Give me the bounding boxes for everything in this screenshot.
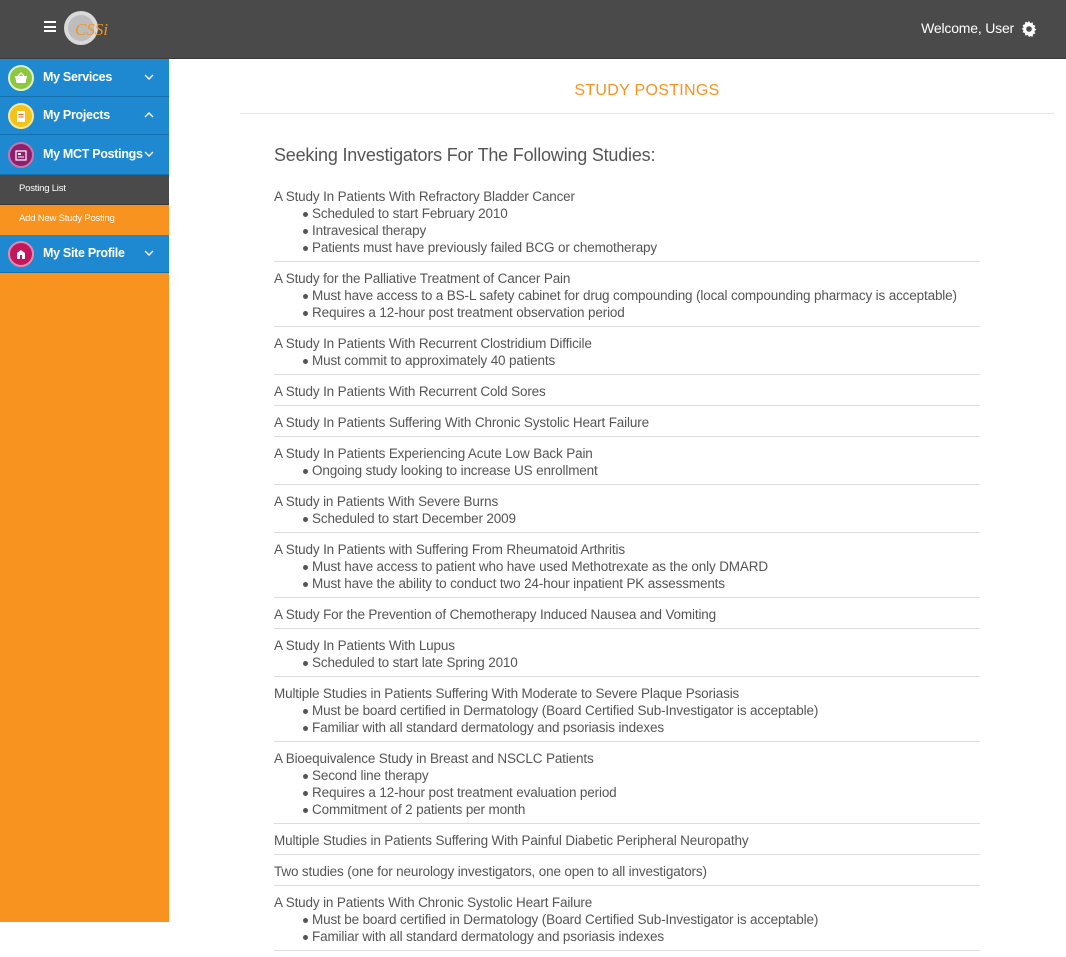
study-requirement-text: Patients must have previously failed BCG or chemotherapy [312,240,658,255]
study-requirement-text: Scheduled to start late Spring 2010 [312,655,518,670]
sidebar-subitem-label: Add New Study Posting [19,213,115,224]
study-requirement [274,654,980,671]
study-requirement-text: Must commit to approximately 40 patients [312,353,556,368]
title-divider [240,113,1054,114]
sidebar [0,59,169,922]
study-title: A Study In Patients With Lupus [274,638,455,653]
study-requirement [274,222,980,239]
study-item [274,604,980,629]
study-requirement [274,462,980,479]
study-requirement-text: Second line therapy [312,768,429,783]
chevron-down-icon [144,249,154,257]
study-requirement [274,205,980,222]
study-requirement-text: Familiar with all standard dermatology and psoriasis indexes [312,720,664,735]
study-requirement-text: Must be board certified in Dermatology (Board Certified Sub-Investigator is acceptable) [312,703,819,718]
study-requirements-list [274,462,980,479]
study-title: A Study In Patients Experiencing Acute Low Back Pain [274,446,593,461]
sidebar-subitem-posting-list[interactable] [0,175,169,205]
study-item [274,491,980,533]
study-item [274,381,980,406]
gear-icon[interactable] [1021,21,1037,37]
study-title: A Study In Patients With Refractory Bladder Cancer [274,189,575,204]
study-requirements-list [274,510,980,527]
study-requirement-text: Intravesical therapy [312,223,427,238]
chevron-down-icon [144,73,154,81]
document-icon [8,103,34,129]
study-item [274,186,980,262]
study-requirements-list [274,767,980,818]
study-requirements-list [274,205,980,256]
sidebar-item-my-site-profile[interactable] [0,235,169,273]
study-requirements-list [274,352,980,369]
sidebar-item-label: My Site Profile [43,246,125,260]
study-title: Multiple Studies in Patients Suffering With Moderate to Severe Plaque Psoriasis [274,686,740,701]
study-requirement [274,575,980,592]
study-title: A Study In Patients With Recurrent Cold Sores [274,384,546,399]
study-requirement [274,702,980,719]
study-item [274,268,980,327]
study-requirement-text: Familiar with all standard dermatology and psoriasis indexes [312,929,664,944]
study-item [274,683,980,742]
study-requirement-text: Must have the ability to conduct two 24-hour inpatient PK assessments [312,576,725,591]
section-heading: Seeking Investigators For The Following Studies: [274,145,656,165]
building-icon [8,241,34,267]
page-title: STUDY POSTINGS [574,82,720,99]
study-requirement-text: Scheduled to start December 2009 [312,511,516,526]
basket-icon [8,65,34,91]
cssi-logo[interactable] [63,10,117,46]
study-item [274,412,980,437]
study-requirement [274,352,980,369]
study-requirement-text: Must have access to patient who have used Methotrexate as the only DMARD [312,559,768,574]
sidebar-item-label: My MCT Postings [43,147,143,161]
sidebar-item-my-services[interactable] [0,59,169,97]
study-title: Two studies (one for neurology investigators, one open to all investigators) [274,864,707,879]
study-item [274,861,980,886]
study-requirements-list [274,702,980,736]
study-requirement-text: Commitment of 2 patients per month [312,802,526,817]
study-requirement-text: Must be board certified in Dermatology (Board Certified Sub-Investigator is acceptable) [312,912,819,927]
study-item [274,539,980,598]
study-item [274,333,980,375]
study-requirement-text: Must have access to a BS-L safety cabinet for drug compounding (local compounding pharmacy is acceptable) [312,288,957,303]
study-title: A Study in Patients With Chronic Systolic Heart Failure [274,895,593,910]
study-title: A Bioequivalence Study in Breast and NSCLC Patients [274,751,594,766]
top-bar [0,0,1066,59]
sidebar-item-my-mct-postings[interactable] [0,135,169,175]
study-title: Multiple Studies in Patients Suffering With Painful Diabetic Peripheral Neuropathy [274,833,749,848]
study-title: A Study in Patients With Severe Burns [274,494,499,509]
study-requirement [274,911,980,928]
study-title: A Study For the Prevention of Chemotherapy Induced Nausea and Vomiting [274,607,717,622]
study-item [274,635,980,677]
study-title: A Study In Patients With Recurrent Clostridium Difficile [274,336,592,351]
study-requirement [274,287,980,304]
sidebar-subitem-add-new-study-posting[interactable] [0,205,169,235]
study-title: A Study In Patients Suffering With Chronic Systolic Heart Failure [274,415,649,430]
study-requirements-list [274,911,980,945]
study-requirement-text: Ongoing study looking to increase US enrollment [312,463,598,478]
logo-text: CSSi [75,20,109,39]
study-requirement-text: Requires a 12-hour post treatment observation period [312,305,625,320]
hamburger-menu-icon[interactable] [44,21,56,32]
study-requirement [274,928,980,945]
chevron-up-icon [144,111,154,119]
study-requirement [274,239,980,256]
study-requirements-list [274,287,980,321]
study-requirement [274,767,980,784]
sidebar-item-my-projects[interactable] [0,97,169,135]
study-item [274,830,980,855]
sidebar-item-label: My Services [43,70,112,84]
welcome-text: Welcome, User [921,20,1014,36]
study-requirement [274,719,980,736]
study-requirements-list [274,558,980,592]
chevron-down-icon [144,150,154,158]
study-requirement [274,801,980,818]
sidebar-item-label: My Projects [43,108,110,122]
postings-icon [8,142,34,168]
study-requirement [274,510,980,527]
sidebar-subitem-label: Posting List [19,183,66,194]
study-title: A Study In Patients with Suffering From Rheumatoid Arthritis [274,542,625,557]
study-requirement [274,558,980,575]
study-requirements-list [274,654,980,671]
study-list [274,186,980,957]
study-requirement [274,304,980,321]
study-item [274,748,980,824]
study-requirement-text: Requires a 12-hour post treatment evaluation period [312,785,617,800]
study-item [274,443,980,485]
study-requirement [274,784,980,801]
study-requirement-text: Scheduled to start February 2010 [312,206,508,221]
study-title: A Study for the Palliative Treatment of Cancer Pain [274,271,571,286]
